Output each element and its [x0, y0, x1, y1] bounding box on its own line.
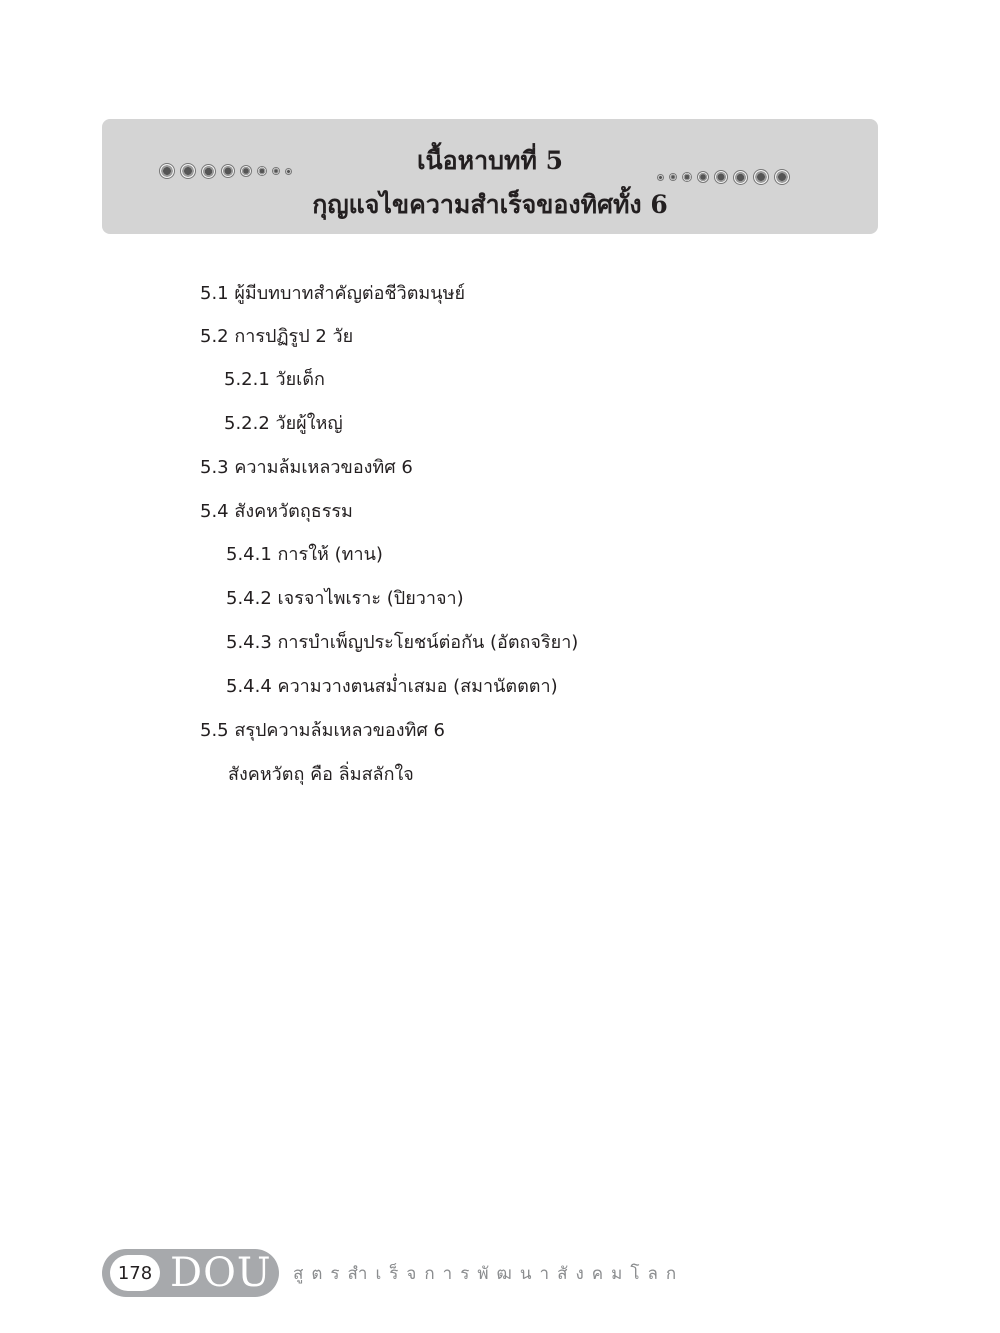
toc-item: สังคหวัตถุ คือ ลิ่มสลักใจ [228, 764, 414, 785]
toc-item: 5.4 สังคหวัตถุธรรม [200, 501, 353, 522]
running-title: สูตรสำเร็จการพัฒนาสังคมโลก [293, 1263, 685, 1284]
footer-badge [102, 1249, 279, 1297]
page-number: 178 [110, 1255, 160, 1291]
toc-item: 5.4.1 การให้ (ทาน) [226, 544, 383, 565]
toc-item: 5.5 สรุปความล้มเหลวของทิศ 6 [200, 720, 445, 741]
page-footer [102, 1249, 684, 1297]
toc-item: 5.3 ความล้มเหลวของทิศ 6 [200, 457, 413, 478]
toc-item: 5.2 การปฏิรูป 2 วัย [200, 326, 354, 347]
toc-item: 5.4.2 เจรจาไพเราะ (ปิยวาจา) [226, 588, 464, 609]
chapter-number: เนื้อหาบทที่ 5 [416, 146, 564, 175]
toc-item: 5.4.3 การบำเพ็ญประโยชน์ต่อกัน (อัตถจริยา) [226, 632, 579, 653]
toc-item: 5.2.2 วัยผู้ใหญ่ [224, 413, 343, 434]
chapter-title: กุญแจไขความสำเร็จของทิศทั้ง 6 [312, 190, 668, 219]
toc-item: 5.4.4 ความวางตนสม่ำเสมอ (สมานัตตตา) [226, 676, 558, 697]
toc-item: 5.1 ผู้มีบทบาทสำคัญต่อชีวิตมนุษย์ [200, 283, 466, 304]
toc-item: 5.2.1 วัยเด็ก [224, 369, 325, 390]
dou-logo: DOU [170, 1250, 272, 1296]
